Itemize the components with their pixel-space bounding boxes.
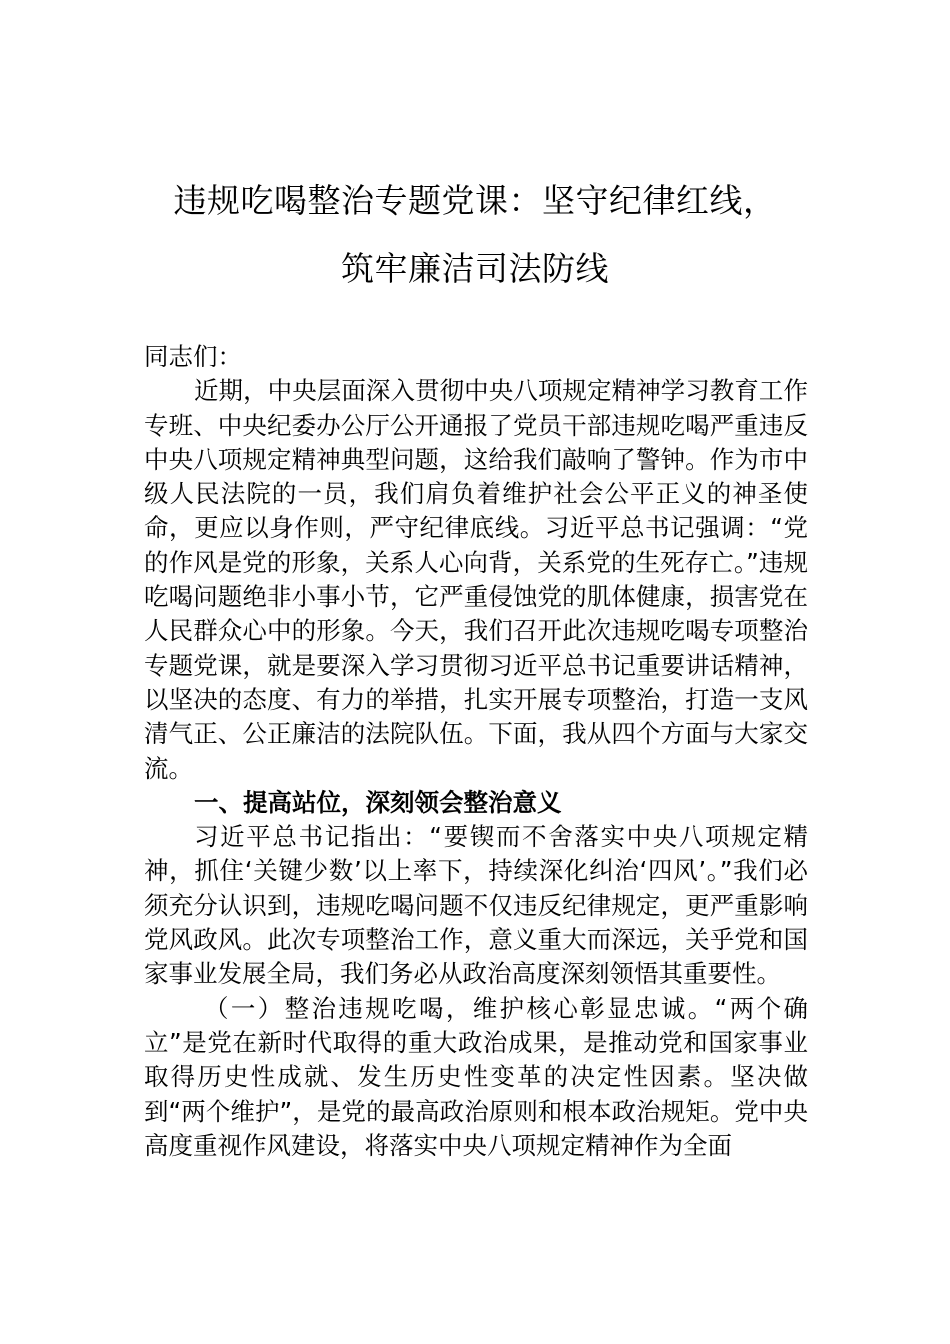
- section-1-paragraph: 习近平总书记指出：“要锲而不舍落实中央八项规定精神，抓住‘关键少数’以上率下，持续深化纠治‘四风’。”我们必须充分认识到，违规吃喝问题不仅违反纪律规定，更严重影响党风政风。此次专项整治工作，意义重大而深远，关乎党和国家事业发展全局，我们务必从政治高度深刻领悟其重要性。: [144, 822, 808, 989]
- section-1-heading: 一、提高站位，深刻领会整治意义: [194, 787, 562, 817]
- subsection-1-paragraph: （一）整治违规吃喝，维护核心彰显忠诚。“两个确立”是党在新时代取得的重大政治成果，是推动党和国家事业取得历史性成就、发生历史性变革的决定性因素。坚决做到“两个维护”，是党的最高政治原则和根本政治规矩。党中央高度重视作风建设，将落实中央八项规定精神作为全面: [144, 993, 808, 1160]
- document-title-line-1: 违规吃喝整治专题党课：坚守纪律红线，: [173, 181, 777, 220]
- document-title-line-2: 筑牢廉洁司法防线: [341, 249, 609, 288]
- salutation: 同志们：: [144, 342, 242, 371]
- intro-paragraph: 近期，中央层面深入贯彻中央八项规定精神学习教育工作专班、中央纪委办公厅公开通报了党员干部违规吃喝严重违反中央八项规定精神典型问题，这给我们敲响了警钟。作为市中级人民法院的一员，我们肩负着维护社会公平正义的神圣使命，更应以身作则，严守纪律底线。习近平总书记强调：“党的作风是党的形象，关系人心向背，关系党的生死存亡。”违规吃喝问题绝非小事小节，它严重侵蚀党的肌体健康，损害党在人民群众心中的形象。今天，我们召开此次违规吃喝专项整治专题党课，就是要深入学习贯彻习近平总书记重要讲话精神，以坚决的态度、有力的举措，扎实开展专项整治，打造一支风清气正、公正廉洁的法院队伍。下面，我从四个方面与大家交流。: [144, 376, 808, 783]
- document-body: [144, 340, 808, 1163]
